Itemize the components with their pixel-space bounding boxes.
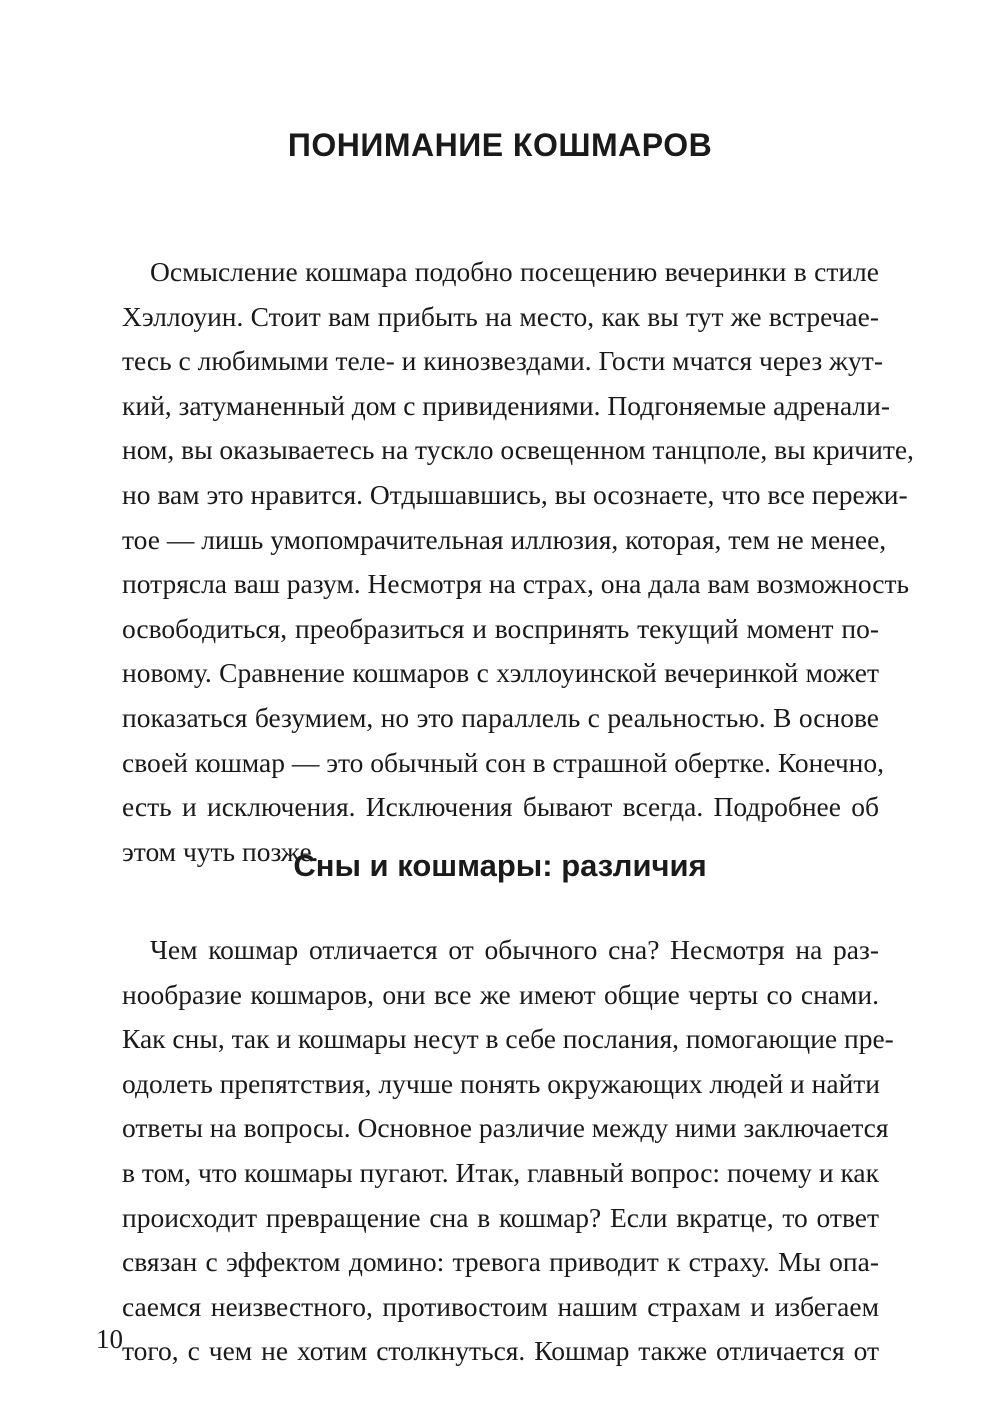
text-line: этом чуть позже.: [122, 835, 319, 867]
text-line: происходит превращение сна в кошмар? Если вкратце, то ответ: [122, 1201, 879, 1233]
text-line: но вам это нравится. Отдышавшись, вы осознаете, что все пережи-: [122, 478, 908, 510]
section-title: Сны и кошмары: различия: [293, 848, 707, 883]
text-line: Осмысление кошмара подобно посещению вечеринки в стиле: [150, 256, 879, 287]
text-line: кий, затуманенный дом с привидениями. Подгоняемые адренали-: [122, 389, 890, 421]
text-line: Как сны, так и кошмары несут в себе послания, помогающие пре-: [122, 1023, 894, 1055]
text-line: тесь с любимыми теле- и кинозвездами. Гости мчатся через жут-: [122, 345, 883, 377]
text-line: Хэллоуин. Стоит вам прибыть на место, как вы тут же встречае-: [122, 300, 879, 332]
text-line: того, с чем не хотим столкнуться. Кошмар также отличается от: [122, 1335, 879, 1367]
text-line: есть и исключения. Исключения бывают всегда. Подробнее об: [122, 791, 879, 823]
paragraph-differences: [122, 928, 894, 1374]
text-line: саемся неизвестного, противостоим нашим страхам и избегаем: [122, 1290, 879, 1322]
text-line: показаться безумием, но это параллель с реальностью. В основе: [122, 701, 879, 733]
text-line: связан с эффектом домино: тревога приводит к страху. Мы опа-: [122, 1246, 879, 1278]
text-line: потрясла ваш разум. Несмотря на страх, она дала вам возможность: [122, 568, 910, 600]
text-line: Чем кошмар отличается от обычного сна? Несмотря на раз-: [150, 934, 879, 965]
paragraph-intro: [122, 250, 914, 874]
page-number: 10: [96, 1324, 123, 1354]
text-line: одолеть препятствия, лучше понять окружающих людей и найти: [122, 1067, 881, 1099]
text-line: ном, вы оказываетесь на тускло освещенном танцполе, вы кричите,: [122, 434, 914, 466]
text-line: новому. Сравнение кошмаров с хэллоуинской вечеринкой может: [122, 657, 879, 689]
text-line: своей кошмар — это обычный сон в страшной обертке. Конечно,: [122, 746, 885, 778]
chapter-title: ПОНИМАНИЕ КОШМАРОВ: [287, 127, 713, 163]
text-line: освободиться, преобразиться и воспринять текущий момент по-: [122, 612, 879, 644]
text-line: тое — лишь умопомрачительная иллюзия, которая, тем не менее,: [122, 523, 887, 555]
text-line: нообразие кошмаров, они все же имеют общие черты со снами.: [122, 978, 879, 1010]
text-line: ответы на вопросы. Основное различие между ними заключается: [122, 1112, 889, 1144]
text-line: в том, что кошмары пугают. Итак, главный вопрос: почему и как: [122, 1156, 879, 1188]
